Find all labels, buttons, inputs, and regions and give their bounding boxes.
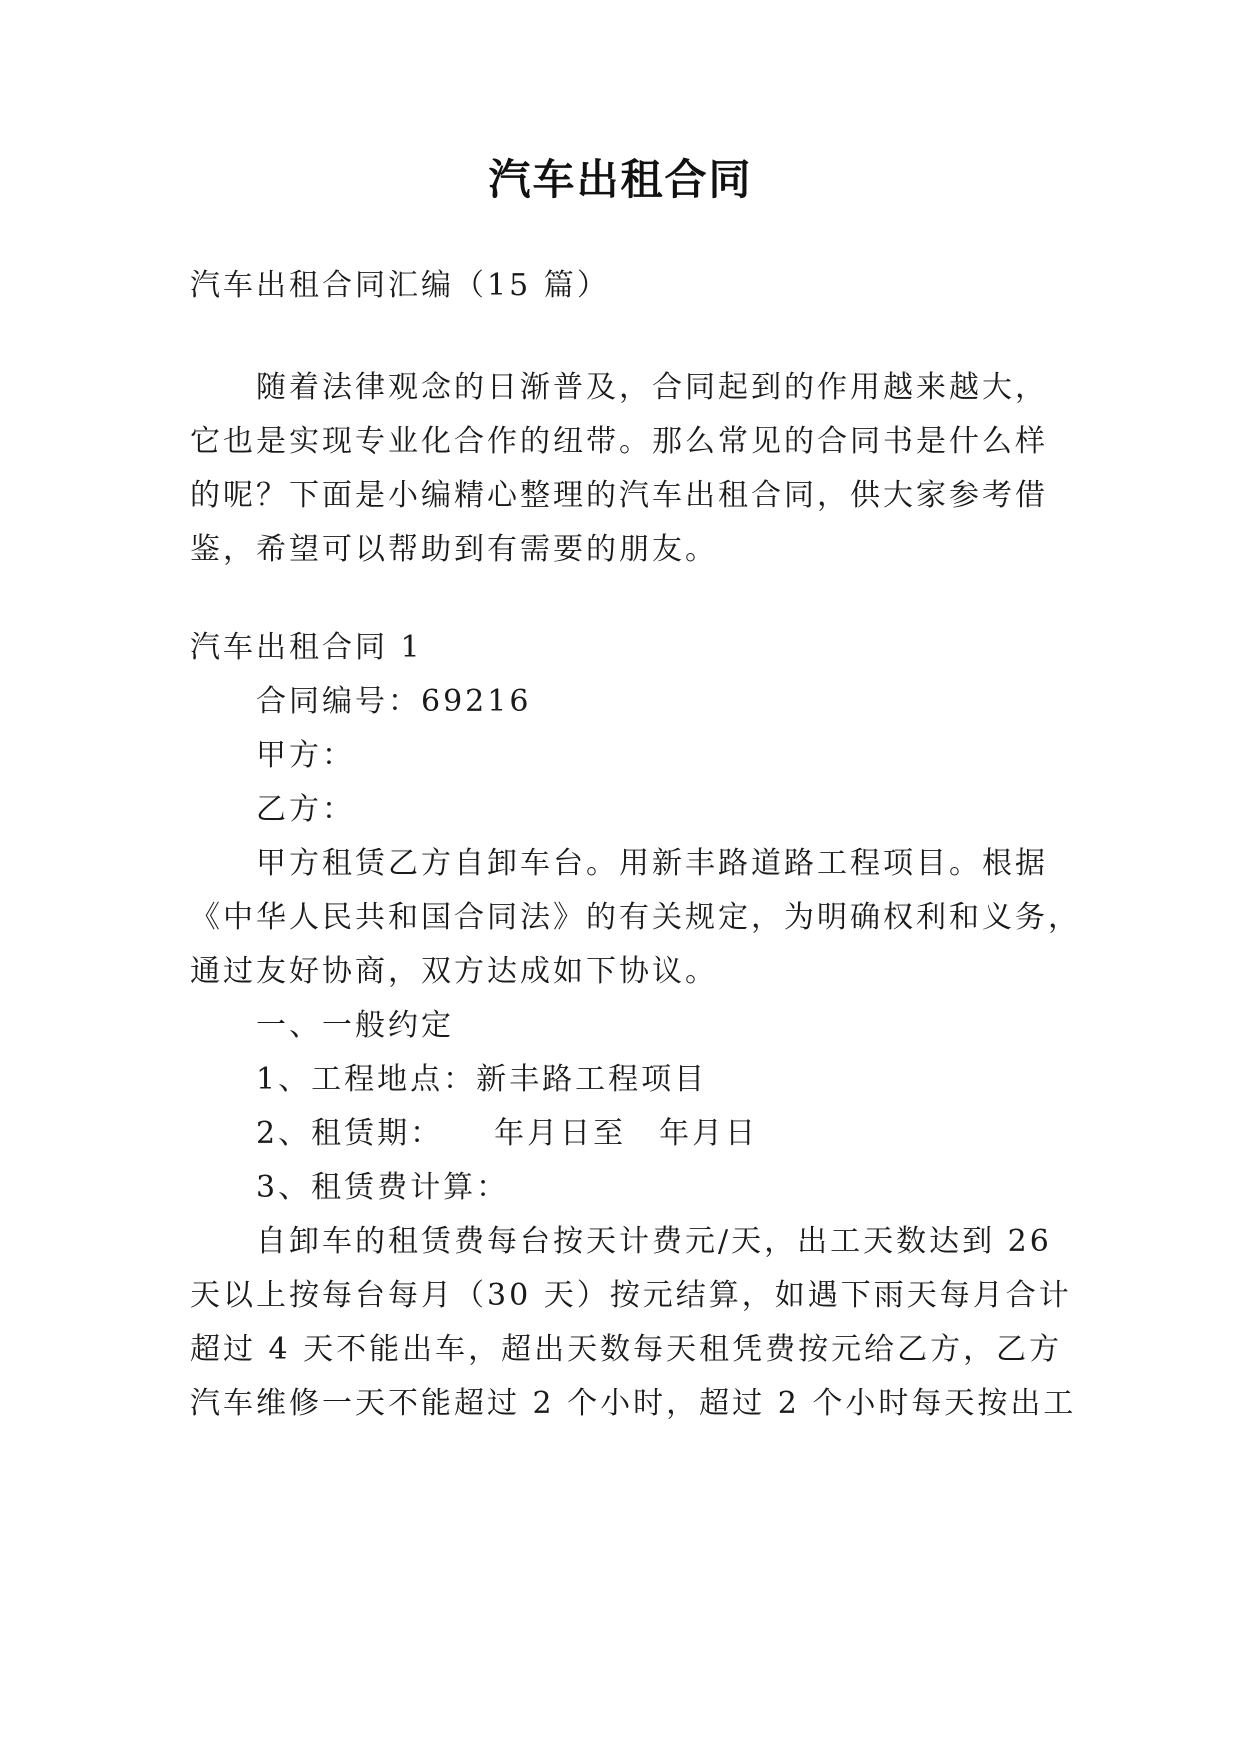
clause-item-lease-period: 2、租赁期： 年月日至 年月日 bbox=[256, 1116, 759, 1151]
contract-number: 合同编号：69216 bbox=[256, 684, 532, 719]
fee-line: 天以上按每台每月（30 天）按元结算，如遇下雨天每月合计 bbox=[190, 1278, 1072, 1313]
clause-heading-general: 一、一般约定 bbox=[256, 1008, 454, 1043]
document-title: 汽车出租合同 bbox=[488, 155, 753, 204]
section-heading: 汽车出租合同 1 bbox=[190, 630, 423, 665]
fee-line: 超过 4 天不能出车，超出天数每天租凭费按元给乙方，乙方 bbox=[190, 1332, 1063, 1367]
clause-item-location: 1、工程地点：新丰路工程项目 bbox=[256, 1062, 708, 1097]
party-b-label: 乙方： bbox=[256, 792, 355, 827]
intro-line: 的呢？下面是小编精心整理的汽车出租合同，供大家参考借 bbox=[190, 478, 1048, 513]
fee-line: 自卸车的租赁费每台按天计费元/天，出工天数达到 26 bbox=[256, 1224, 1052, 1259]
preamble-line: 通过友好协商，双方达成如下协议。 bbox=[190, 954, 718, 989]
document-subtitle: 汽车出租合同汇编（15 篇） bbox=[190, 268, 610, 303]
intro-line: 随着法律观念的日渐普及，合同起到的作用越来越大， bbox=[256, 370, 1048, 405]
clause-item-fee-calculation: 3、租赁费计算： bbox=[256, 1170, 510, 1205]
intro-line: 鉴，希望可以帮助到有需要的朋友。 bbox=[190, 532, 718, 567]
fee-line: 汽车维修一天不能超过 2 个小时，超过 2 个小时每天按出工 bbox=[190, 1386, 1077, 1421]
preamble-line: 甲方租赁乙方自卸车台。用新丰路道路工程项目。根据 bbox=[256, 846, 1048, 881]
intro-line: 它也是实现专业化合作的纽带。那么常见的合同书是什么样 bbox=[190, 424, 1048, 459]
party-a-label: 甲方： bbox=[256, 738, 355, 773]
preamble-line: 《中华人民共和国合同法》的有关规定，为明确权利和义务， bbox=[190, 900, 1081, 935]
